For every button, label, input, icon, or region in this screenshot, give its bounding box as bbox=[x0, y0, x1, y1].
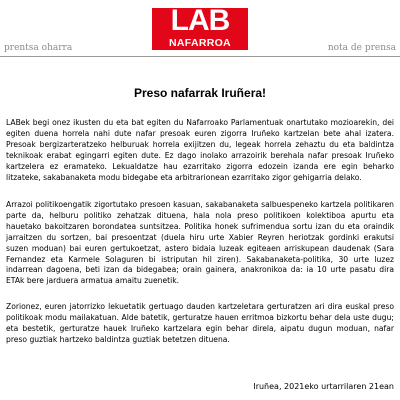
header-divider bbox=[0, 56, 400, 57]
logo-nafarroa-text: NAFARROA bbox=[169, 37, 231, 49]
body-paragraph-1: LABek begi onez ikusten du eta bat egiten du Nafarroako Parlamentuak onartutako mozioarekin, dei egiten duena horrela nahi dute nafar presoak euren zigorra Iruñeko kartzelan bete ahal izatera. Presoak bergizarteratzeko helburuak horrela exijitzen du, legeak horrela zehaztu du eta baldintza teknikoak erabat egingarri egiten dute. Ez dago inolako arrazoirik berehala nafar presoak Iruñeko kartzelera ez eramateko. Lekualdatze hau ezarritako zigorra edozein izanda ere egin beharko litzateke, sakabanaketa modu bidegabe eta arbitrarionean ezarritako zigor gehigarria delako. bbox=[6, 118, 394, 182]
logo-lab-text: LAB bbox=[170, 4, 230, 37]
document-title: Preso nafarrak Iruñera! bbox=[133, 86, 267, 100]
dateline: Iruñea, 2021eko urtarrilaren 21ean bbox=[253, 382, 394, 391]
body-paragraph-3: Zorionez, euren jatorrizko lekuetatik gertuago dauden kartzeletara gerturatzen ari dira euskal preso politikoak modu mailakatuan. Alde batetik, gerturatze hauen erritmoa bizkortu behar dela uste dugu; eta bestetik, gerturatze hauek Iruñeko kartzelara egin behar direla, aipatu dugun moduan, nafar preso guztiak hartzeko baldintza guztiak betetzen dituena. bbox=[6, 302, 394, 344]
header-label-prentsa-oharra: prentsa oharra bbox=[4, 43, 73, 53]
body-paragraph-2: Arrazoi politikoengatik zigortutako presoen kasuan, sakabanaketa salbuespeneko kartzela politikaren parte da, helburu politiko zehatzak dituena, hala nola preso politikoen kolektiboa apurtu eta hauetako bakoitzaren borondatea suntsitzea. Politika honek sufrimendua sortu izan du eta oraindik jarraitzen du sortzen, bai presoentzat (duela hiru urte Xabier Reyren heriotzak gordinki erakutsi suzen moduan) bai euren gertukoetzat, astero bidaia luzeak egiteaen arriskupean daudenak (Sara Fernandez eta Karmele Solaguren bi istriputan hil ziren). Sakabanaketa-politika, 30 urte luzez indarrean dagoena, beti izan da bidegabea; orain gainera, anakronikoa da: ia 10 urte pasatu dira ETAk bere jarduera armatua amaitu zuenetik. bbox=[6, 200, 394, 286]
header-label-nota-de-prensa: nota de prensa bbox=[327, 43, 396, 53]
lab-nafarroa-logo bbox=[152, 4, 248, 50]
